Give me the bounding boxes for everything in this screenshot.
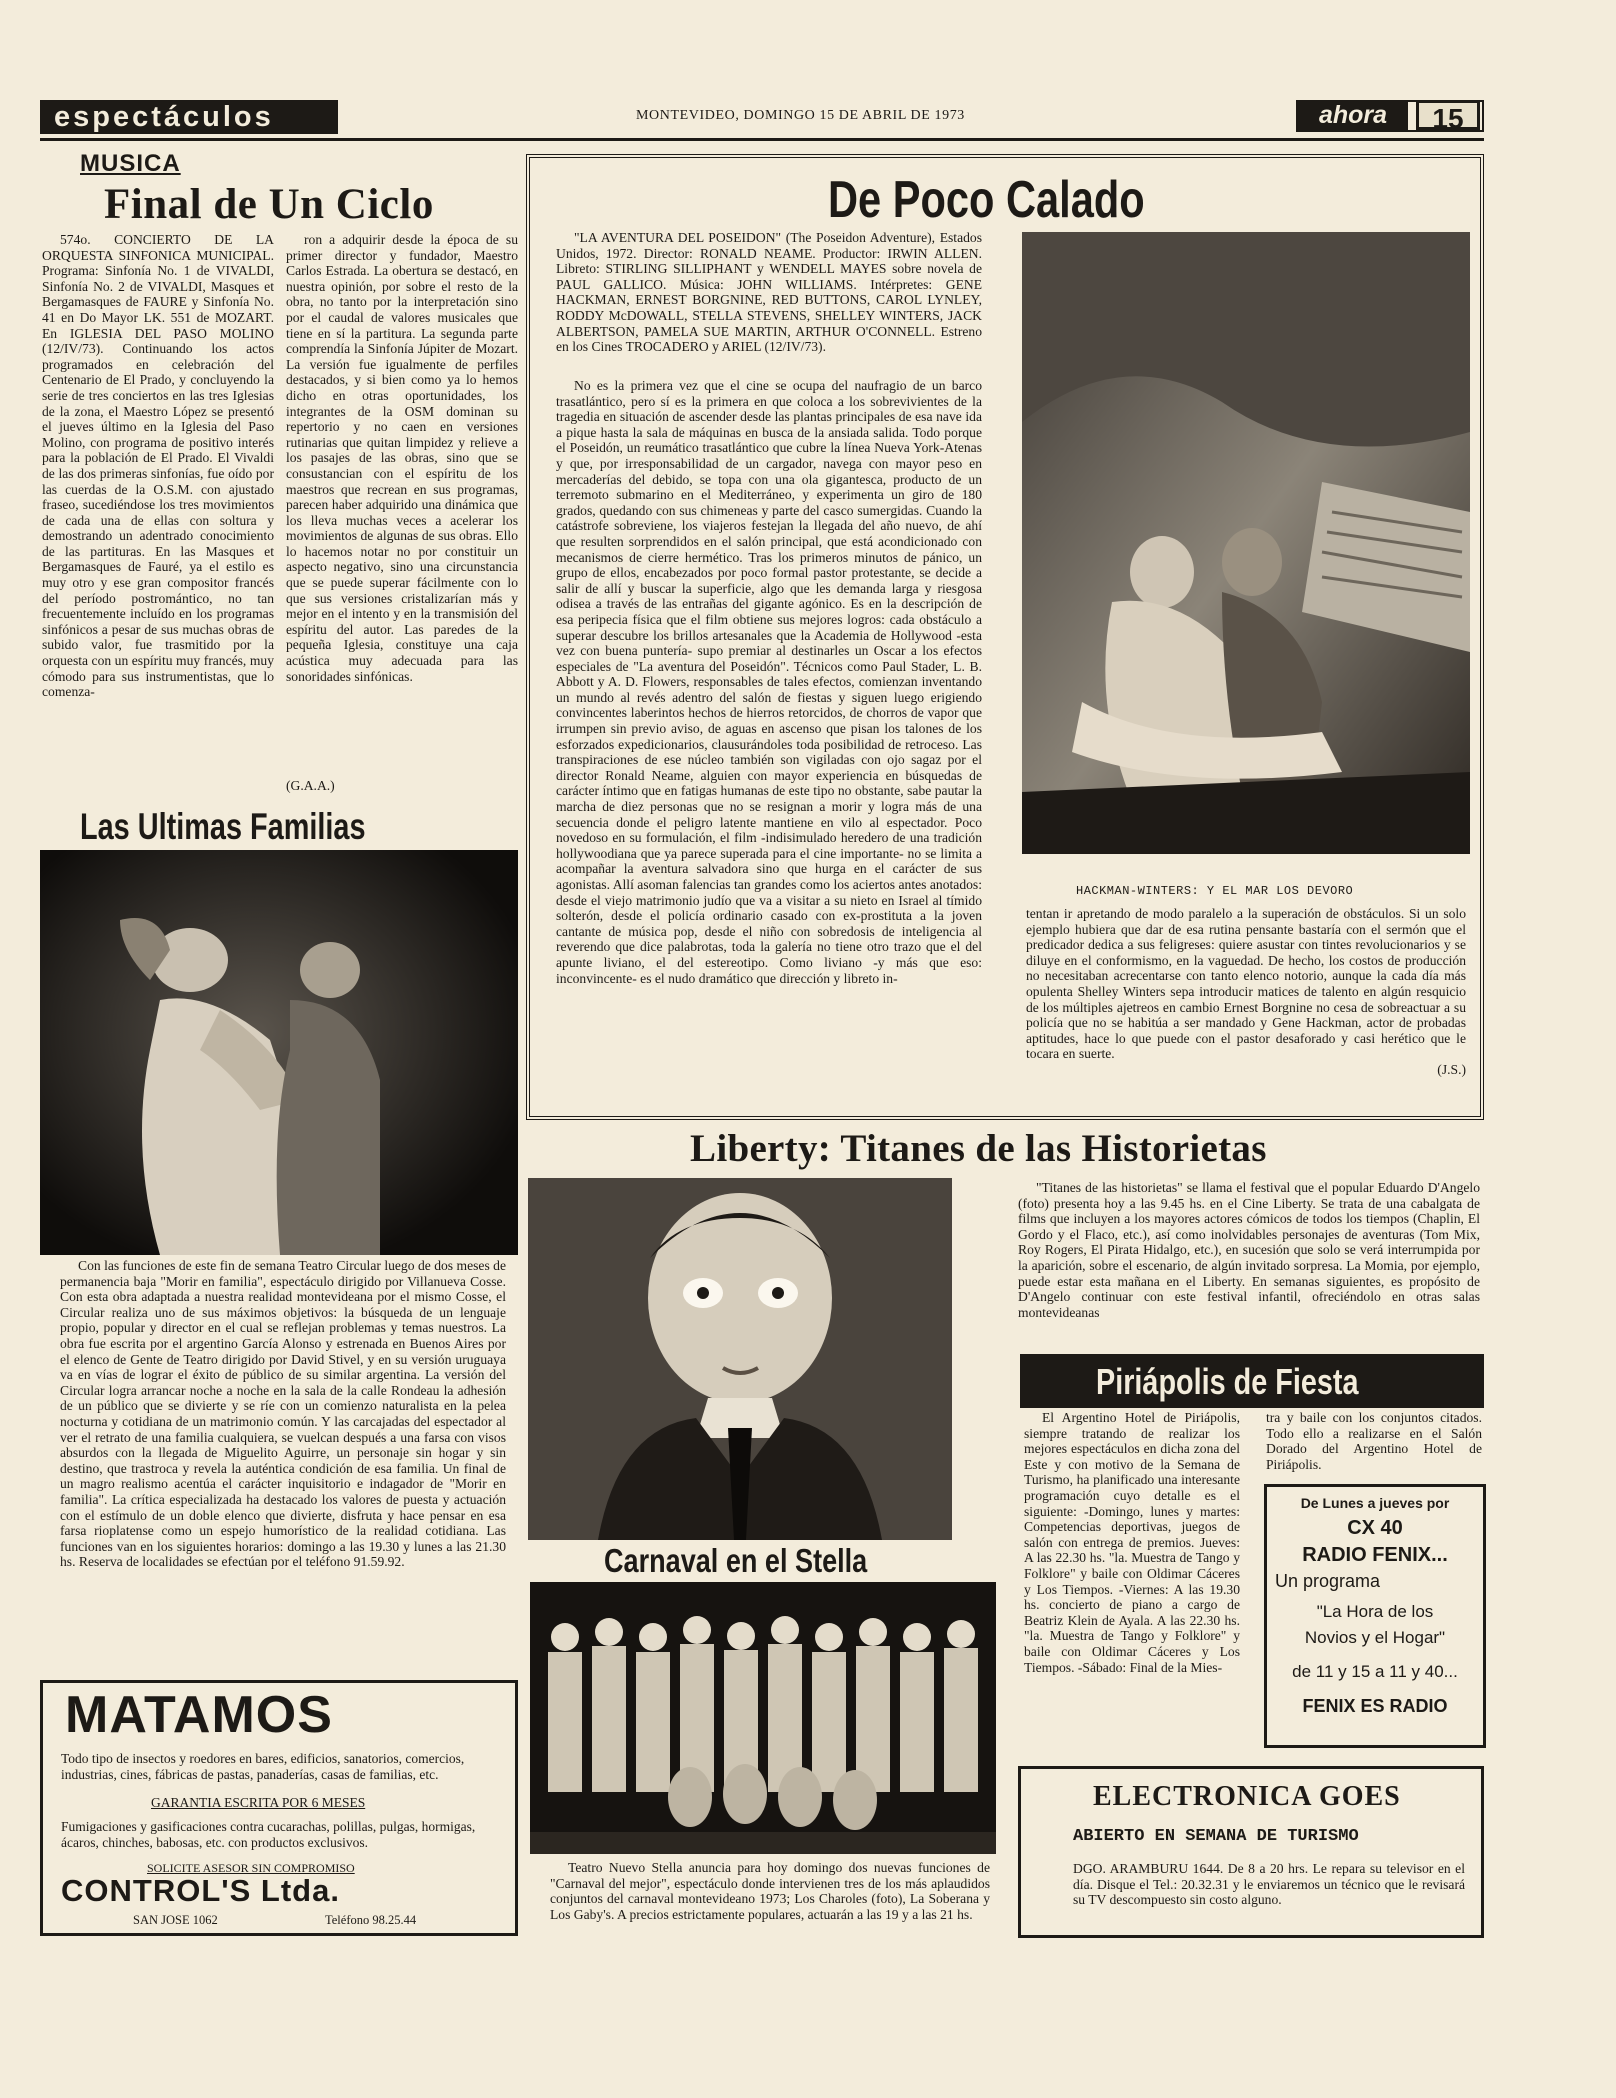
header-rule — [40, 138, 1484, 141]
section-name: espectáculos — [54, 101, 274, 133]
poseidon-photo — [1022, 232, 1470, 854]
carnaval-title: Carnaval en el Stella — [604, 1542, 868, 1579]
matamos-phone: Teléfono 98.25.44 — [325, 1913, 417, 1927]
page-number: 15 — [1416, 100, 1480, 130]
fenix-line1: De Lunes a jueves por — [1300, 1495, 1450, 1511]
poseidon-body2 — [1026, 906, 1466, 1106]
musica-col2 — [286, 232, 518, 798]
fenix-line3: RADIO FENIX... — [1302, 1544, 1448, 1566]
matamos-services: Fumigaciones y gasificaciones contra cucarachas, polillas, pulgas, hormigas, ácaros, chinches, babosas, etc. con productos exclusivos. — [61, 1819, 476, 1850]
familias-photo — [40, 850, 518, 1255]
fenix-line2: CX 40 — [1347, 1517, 1403, 1539]
fenix-ad — [1264, 1484, 1486, 1748]
fenix-line8: FENIX ES RADIO — [1302, 1696, 1448, 1716]
los-charoles-group-photo — [530, 1582, 996, 1854]
matamos-guarantee: GARANTIA ESCRITA POR 6 MESES — [151, 1795, 366, 1810]
poseidon-caption: HACKMAN-WINTERS: Y EL MAR LOS DEVORO — [1076, 884, 1354, 898]
goes-body: DGO. ARAMBURU 1644. De 8 a 20 hrs. Le repara su televisor en el día. Disque el Tel.: 20.32.31 y le enviaremos un técnico que le revisará su TV descompuesto sin costo alguno. — [1073, 1861, 1465, 1908]
piriapolis-col1 — [1024, 1410, 1240, 1688]
familias-title: Las Ultimas Familias — [80, 806, 366, 847]
poseidon-title: De Poco Calado — [828, 171, 1145, 229]
goes-ad — [1018, 1766, 1484, 1938]
matamos-address: SAN JOSE 1062 — [133, 1913, 218, 1927]
stage-actors-photo — [40, 850, 518, 1255]
paper-name: ahora — [1298, 102, 1408, 130]
musica-col2-text: ron a adquirir desde la época de su primer director y fundador, Maestro Carlos Estrada. La obertura se destacó, en nuestra opinión, por sobre el resto de la obra, no tanto por la interpretación sino por el caudal de valores musicales que tiene en sí la partitura. La segunda parte comprendía la Sinfonía Júpiter de Mozart. La versión fue igualmente de perfiles destacados, y si bien como ya lo hemos dicho en otras oportunidades, los integrantes de la OSM dominan su repertorio y no caen en versiones rutinarias que quitan limpidez y relieve a los pasajes de las obras, sino que se consustancian con el espíritu de los maestros que recrean en sus programas, parecen haber adquirido una dinámica que los lleva muchas veces a acelerar los movimientos de algunas de sus obras. Ello lo hacemos notar no por constituir un aspecto negativo, sino una circunstancia que se puede superar fácilmente con lo que sus versiones cristalizarían más y mejor en el intento y en la transmisión del espíritu del autor. Las paredes de la pequeña Iglesia, constituye una caja acústica muy adecuada para las sonoridades sinfónicas. — [286, 232, 518, 684]
hackman-winters-photo — [1022, 232, 1470, 854]
liberty-title: Liberty: Titanes de las Historietas — [690, 1127, 1267, 1170]
musica-col1 — [42, 232, 274, 798]
poseidon-body — [556, 378, 982, 1102]
liberty-body — [1018, 1180, 1480, 1360]
liberty-body-text: "Titanes de las historietas" se llama el festival que el popular Eduardo D'Angelo (foto) presenta hoy a las 9.45 hs. en el Cine Liberty. Se trata de una cabalgata de films que incluyen a los mayores actores cómicos de todos los tiempos (Chaplin, El Gordo y el Flaco, etc.), así como inolvidables personajes de aventuras (Tom Mix, Roy Rogers, El Pirata Hidalgo, etc.), en sucesión que solo se verá interrumpida por la aparición, sobre el escenario, de algún invitado sorpresa. La Momia, por ejemplo, puede estar esta mañana en el Liberty. En semanas siguientes, es propósito de D'Angelo continuar con este festival infantil, ofreciéndolo en otras salas montevideanas — [1018, 1180, 1480, 1320]
piriapolis-banner — [1020, 1354, 1484, 1408]
liberty-photo — [528, 1178, 952, 1540]
paper-logo — [1296, 100, 1484, 132]
masthead-section — [40, 100, 338, 134]
fenix-line4: Un programa — [1275, 1571, 1381, 1591]
fenix-line7: de 11 y 15 a 11 y 40... — [1292, 1662, 1458, 1681]
poseidon-credits-text: "LA AVENTURA DEL POSEIDON" (The Poseidon Adventure), Estados Unidos, 1972. Director: RONALD NEAME. Productor: IRWIN ALLEN. Libreto: STIRLING SILLIPHANT y WENDELL MAYES sobre novela de PAUL GALLICO. Música: JOHN WILLIAMS. Intérpretes: GENE HACKMAN, ERNEST BORGNINE, RED BUTTONS, CAROL LYNLEY, RODDY McDOWALL, STELLA STEVENS, SHELLEY WINTERS, JACK ALBERTSON, PAMELA SUE MARTIN, ARTHUR O'CONNELL. Estreno en los Cines TROCADERO y ARIEL (12/IV/73). — [556, 230, 982, 355]
fenix-line5: "La Hora de los — [1316, 1602, 1434, 1621]
matamos-company: CONTROL'S Ltda. — [61, 1873, 340, 1908]
poseidon-body2-text: tentan ir apretando de modo paralelo a la superación de obstáculos. Si un solo ejemplo hubiera que dar de esa rutina pensante bastaría con el sermón que el predicador dedica a sus feligreses: quiere asustar con tintes revolucionarios y se diluye en el conformismo, en la vaguedad. De hecho, los costos de producción no necesitaban acrecentarse con tanto elenco notorio, aunque la cada día más opulenta Shelley Winters sepa introducir matices de talento en algún resquicio de los múltiples ajetreos en cambio Ernest Borgnine no cesa de sobreactuar a su policía que no se habitúa a ser mandado y Gene Hackman, actor de probadas aptitudes, hace lo que puede con el pastor desaforado y casi herético que le tocara en suerte. — [1026, 906, 1466, 1062]
dateline: MONTEVIDEO, DOMINGO 15 DE ABRIL DE 1973 — [636, 108, 965, 123]
poseidon-body-text: No es la primera vez que el cine se ocupa del naufragio de un barco trasatlántico, pero sí es la primera en que coloca a los sobrevivientes de la tragedia en situación de ascender desde las plantas principales de esa nave ida a pique hasta la sala de máquinas en busca de la ansiada salida. Todo porque el Poseidón, un reumático trasatlántico que cubre la línea Nueva York-Atenas y que, por irresponsabilidad de un cargador, navega con mayor peso en mercaderías del debido, se topa con una ola gigantesca, producto de un terremoto submarino en el Mediterráneo, y experimenta un giro de 180 grados, quedando con sus chimeneas y parte del casco sumergidas. Cuando la catástrofe sobreviene, los viajeros festejan la llegada del año nuevo, de ahí que resulten sorprendidos en el salón principal, que está acondicionado con mecanismos de cierre hermético. Tras los primeros minutos de pánico, un grupo de ellos, encabezados por poco formal pastor protestante, se decide a salir de allí y buscar la superficie, algo que les demanda larga y riesgosa odisea a través de las entrañas del gigante agónico. Es en la descripción de esa peripecia física que el film obtiene sus mejores logros: cada obstáculo a superar descubre los brillos artesanales que la Academia de Hollywood -esta vez con buena puntería- supo premiar al destinarles un Oscar a los efectos especiales de "La aventura del Poseidón". Técnicos como Paul Stader, L. B. Abbott y A. D. Flowers, responsables de tales efectos, comienzan inventando un mundo al revés adentro del salón de fiestas y siguen luego erigiendo convincentes laberintos hechos de hierros retorcidos, de chorros de vapor que irrumpen sin previo aviso, de aguas en ascenso que pisan los talones de los esforzados expedicionarios, clausurándoles toda posibilidad de retroceso. Las transpiraciones de ese núcleo también son vigiladas con ojo sagaz por el director Ronald Neame, alguien con mayor experiencia en búsquedas de carácter íntimo que en fatigas humanas de este tipo no obstante, sabe pautar la marcha de diez personas que no se resignan a morir y logra más de una secuencia donde el peligro latente mantiene en vilo al espectador. Poco novedoso en su formulación, el film -indisimulado heredero de una tradición hollywoodiana que ya parece superada para el cine importante- no se limita a acompañar la aventura salvadora sino que hurga en el carácter de sus agonistas. Allí asoman falencias tan grandes como los aciertos antes anotados: desde el viejo matrimonio judío que va a visitar a su nieto en Israel al tímido solterón, desde el policía ordinario casado con ex-prostituta a la joven cantante de música pop, desde el niño con sobredosis de inteligencia al reverendo que dice palabrotas, toda la galería no tiene otro trazo que el del apunte liviano, el del estereotipo. Como liviano -y más que eso: inconvincente- es el nudo dramático que dirección y libreto in- — [556, 378, 982, 986]
piriapolis-title: Piriápolis de Fiesta — [1096, 1361, 1359, 1402]
musica-kicker: MUSICA — [80, 150, 181, 177]
matamos-desc: Todo tipo de insectos y roedores en bares, edificios, sanatorios, comercios, industrias, cines, fábricas de pastas, panaderías, casas de familias, etc. — [61, 1751, 465, 1782]
dangelo-portrait-photo — [528, 1178, 952, 1540]
carnaval-body-text: Teatro Nuevo Stella anuncia para hoy domingo dos nuevas funciones de "Carnaval del mejor", espectáculo donde intervienen tres de los más aplaudidos conjuntos del carnaval montevideano 1973; Los Charoles (foto), La Soberana y Los Gaby's. A precios estrictamente populares, actuarán a las 19 y a las 21 hs. — [550, 1860, 990, 1922]
piriapolis-col2-text: tra y baile con los conjuntos citados. Todo ello a realizarse en el Salón Dorado del Argentino Hotel de Piriápolis. — [1266, 1410, 1482, 1472]
piriapolis-col1-text: El Argentino Hotel de Piriápolis, siempre tratando de realizar los mejores espectáculos en dicha zona del Este y con motivo de la Semana de Turismo, ha planificado una interesante programación cuyo detalle es el siguiente: -Domingo, lunes y martes: Competencias deportivas, juegos de salón con entrega de premios. Jueves: A las 22.30 hs. "la. Muestra de Tango y Folklore" y baile con Oldimar Cáceres y Los Tiempos. -Viernes: A las 19.30 hs. concierto de piano a cargo de Beatriz Klein de Ayala. A las 22.30 hs. "la. Muestra de Tango y Folklore" y baile con Oldimar Cáceres y Los Tiempos. -Sábado: Final de la Mies- — [1024, 1410, 1240, 1675]
musica-col1-text: 574o. CONCIERTO DE LA ORQUESTA SINFONICA MUNICIPAL. Programa: Sinfonía No. 1 de VIVALDI, Sinfonía No. 2 de VIVALDI, Masques et Bergamasques de FAURE y Sinfonía No. 41 en Do Mayor LK. 551 de MOZART. En IGLESIA DEL PASO MOLINO (12/IV/73). Continuando los actos programados en celebración del Centenario de El Prado, y concluyendo la serie de tres conciertos en las tres Iglesias de la zona, el Maestro López se presentó el jueves último en la Iglesia del Paso Molino, con programa de positivo interés para la población de El Prado. El Vivaldi de las dos primeras sinfonías, fue oído por las cuerdas de la O.S.M. con ajustado fraseo, sucediéndose los tres movimientos de cada una de ellas con soltura y demostrando un adentrado conocimiento de las partituras. En las Masques et Bergamasques de Fauré, ya el estilo es muy otro y ese gran compositor francés del período postromántico, no tan frecuentemente incluído en los programas sinfónicos a pesar de sus muchas obras de subido valor, fue trasmitido por la orquesta con un espíritu muy francés, muy cómodo para sus instrumentistas, que lo comenza- — [42, 232, 274, 700]
fenix-line6: Novios y el Hogar" — [1304, 1628, 1446, 1647]
musica-title: Final de Un Ciclo — [104, 181, 434, 228]
familias-body-text: Con las funciones de este fin de semana Teatro Circular luego de dos meses de permanencia baja "Morir en familia", espectáculo dirigido por Villanueva Cosse. Con esta obra adaptada a nuestra realidad montevideana por el mismo Cosse, el Circular realiza uno de sus máximos objetivos: la búsqueda de un lenguaje propio, popular y director en el cual se reflejan problemas y temas nuestros. La obra fue escrita por el argentino García Alonso y estrenada en Buenos Aires por el elenco de Gente de Teatro dirigido por David Stivel, y en su versión uruguaya va en vías de lograr el éxito de público de su similar argentina. La versión del Circular logra arrancar noche a noche en la sala de la calle Rondeau la adhesión de un público que se divierte y se ríe con un comienzo naturalista en la pelea nocturna y cotidiana de un matrimonio común. Y las carcajadas del espectador al ver el retrato de una familia cualquiera, se vuelcan después a una farsa con visos absurdos con la llegada de Miguelito Aguirre, un personaje sin hogar y sin destino, que trastroca y revela la auténtica condición de esa familia. Un final de un magro realismo acentúa el carácter inquisitorio e indagador de "Morir en familia". La crítica especializada ha destacado los valores de puesta y actuación con el estímulo de un doble elenco que divierte, disfruta y hace pensar en esa farsa rioplatense como un espejo humorístico de la realidad cotidiana. Las funciones van en los siguientes horarios: domingo a las 19.30 y lunes a las 21.30 hs. Reserva de localidades se efectúan por el teléfono 91.59.92. — [60, 1258, 506, 1570]
matamos-title: MATAMOS — [65, 1686, 333, 1744]
poseidon-credits — [556, 230, 982, 364]
carnaval-photo — [530, 1582, 996, 1854]
matamos-ad — [40, 1680, 518, 1936]
piriapolis-col2 — [1266, 1410, 1482, 1476]
goes-subtitle: ABIERTO EN SEMANA DE TURISMO — [1073, 1827, 1359, 1846]
poseidon-signature: (J.S.) — [1437, 1061, 1466, 1077]
carnaval-body — [550, 1860, 990, 1940]
goes-title: ELECTRONICA GOES — [1093, 1781, 1401, 1812]
matamos-cta: SOLICITE ASESOR SIN COMPROMISO — [147, 1861, 355, 1875]
familias-body — [60, 1258, 506, 1692]
musica-signature: (G.A.A.) — [286, 778, 335, 793]
